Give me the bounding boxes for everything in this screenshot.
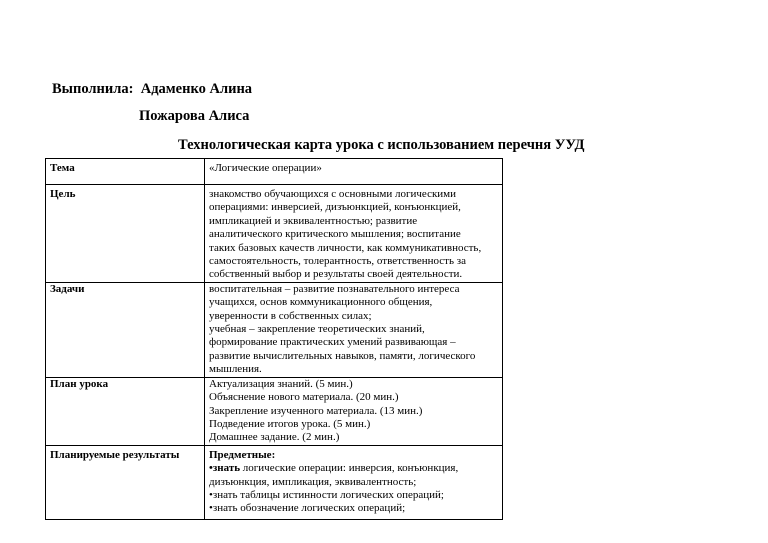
page-title: Технологическая карта урока с использованием перечня УУД bbox=[178, 137, 585, 153]
tasks-line: уверенности в собственных силах; bbox=[209, 309, 372, 322]
topic-value: «Логические операции» bbox=[205, 159, 503, 185]
tasks-value bbox=[205, 282, 503, 377]
results-value bbox=[205, 445, 503, 519]
author-line-1 bbox=[52, 80, 252, 98]
goal-line: операциями: инверсией, дизъюнкцией, конъюнкцией, bbox=[209, 201, 461, 214]
goal-line: собственный выбор и результаты своей деятельности. bbox=[209, 268, 463, 281]
author-label: Выполнила: bbox=[52, 81, 134, 97]
plan-line: Актуализация знаний. (5 мин.) bbox=[209, 377, 353, 390]
tasks-line: учащихся, основ коммуникационного общения, bbox=[209, 296, 433, 309]
results-item-1 bbox=[209, 462, 498, 475]
table-row-topic bbox=[46, 159, 503, 185]
table-row-tasks bbox=[46, 282, 503, 377]
results-item-1-bold: •знать bbox=[209, 462, 241, 475]
plan-line: Подведение итогов урока. (5 мин.) bbox=[209, 417, 371, 430]
results-item-1-rest: логические операции: инверсия, конъюнкция, bbox=[240, 462, 459, 475]
author-name-1: Адаменко Алина bbox=[140, 81, 253, 97]
results-item-1-cont: дизъюнкция, импликация, эквивалентность; bbox=[209, 475, 417, 488]
author-name-2: Пожарова Алиса bbox=[139, 108, 250, 124]
table-row-goal bbox=[46, 185, 503, 283]
goal-line: аналитического критического мышления; воспитание bbox=[209, 228, 461, 241]
plan-line: Домашнее задание. (2 мин.) bbox=[209, 431, 340, 444]
table-row-results bbox=[46, 445, 503, 519]
plan-line: Закрепление изученного материала. (13 мин.) bbox=[209, 404, 423, 417]
goal-label: Цель bbox=[46, 185, 205, 283]
results-heading: Предметные: bbox=[209, 448, 276, 461]
goal-line: самостоятельность, толерантность, ответственность за bbox=[209, 255, 466, 268]
plan-label: План урока bbox=[46, 377, 205, 445]
results-label: Планируемые результаты bbox=[46, 445, 205, 519]
results-item-2: •знать таблицы истинности логических операций; bbox=[209, 488, 444, 501]
results-item-3: •знать обозначение логических операций; bbox=[209, 502, 406, 515]
tasks-line: развитие вычислительных навыков, памяти, логического bbox=[209, 349, 476, 362]
plan-line: Объяснение нового материала. (20 мин.) bbox=[209, 391, 399, 404]
goal-line: импликацией и эквивалентностью; развитие bbox=[209, 214, 418, 227]
tasks-line: формирование практических умений развивающая – bbox=[209, 336, 456, 349]
tasks-line: воспитательная – развитие познавательного интереса bbox=[209, 282, 460, 295]
lesson-card-table bbox=[45, 158, 503, 520]
table-row-plan bbox=[46, 377, 503, 445]
goal-line: таких базовых качеств личности, как коммуникативность, bbox=[209, 241, 482, 254]
topic-label: Тема bbox=[46, 159, 205, 185]
tasks-label: Задачи bbox=[46, 282, 205, 377]
plan-value bbox=[205, 377, 503, 445]
goal-line: знакомство обучающихся с основными логическими bbox=[209, 188, 457, 200]
goal-value bbox=[205, 185, 503, 283]
tasks-line: мышления. bbox=[209, 363, 262, 376]
tasks-line: учебная – закрепление теоретических знаний, bbox=[209, 323, 425, 336]
